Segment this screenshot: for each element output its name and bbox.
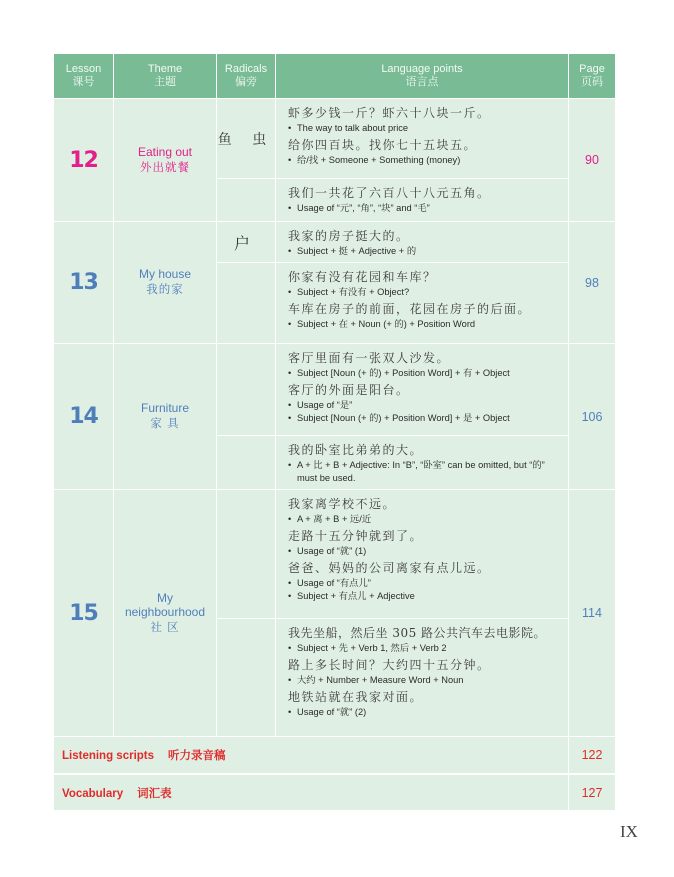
lesson-13-number-cell [54, 222, 113, 343]
grammar-note: • Subject + 挺 + Adjective + 的 [288, 246, 417, 256]
lesson-12-theme-cell[interactable] [114, 99, 216, 221]
header-lesson-zh: 课号 [72, 76, 95, 88]
grammar-note-text: 给/找 + Someone + Something (money) [297, 155, 461, 165]
header-radicals-zh: 偏旁 [235, 76, 257, 88]
lesson-13-points-group-2 [276, 263, 568, 343]
grammar-note: • Usage of “是” [288, 400, 353, 410]
header-lesson-en: Lesson [65, 63, 102, 75]
vocabulary-row[interactable] [54, 775, 568, 810]
grammar-note: • Usage of “有点儿” [288, 578, 371, 588]
lesson-13-theme-cell[interactable] [114, 222, 216, 343]
lesson-number: 13 [69, 270, 98, 295]
grammar-note: • Subject [Noun (+ 的) + Position Word] + 有 + Object [288, 368, 510, 378]
theme-en: Eating out [137, 144, 193, 159]
grammar-note-text: Subject [Noun (+ 的) + Position Word] + 有 + Object [297, 368, 510, 378]
lesson-14-radicals-cell-2 [217, 436, 275, 489]
grammar-note-text: Usage of “元”, “角”, “块” and “毛” [297, 203, 430, 213]
grammar-note: • Subject + 有点儿 + Adjective [288, 591, 415, 601]
lesson-12-radicals-cell-2 [217, 179, 275, 221]
label-zh: 词汇表 [137, 787, 172, 800]
grammar-note-text: Usage of “有点儿” [297, 578, 371, 588]
header-radicals [217, 54, 275, 98]
sentence: 走路十五分钟就到了。 [288, 529, 424, 543]
grammar-note: • Usage of “就” (1) [288, 546, 367, 556]
lesson-number: 14 [69, 404, 98, 429]
sentence: 路上多长时间？大约四十五分钟。 [288, 658, 491, 672]
lesson-12-points-group-2 [276, 179, 568, 221]
header-theme-zh: 主题 [154, 76, 176, 88]
lesson-number: 15 [69, 600, 98, 626]
lesson-15-radicals-cell [217, 490, 275, 618]
theme-en: Furniture [140, 401, 190, 415]
theme-zh: 我的家 [146, 284, 184, 296]
grammar-note: • Subject [Noun (+ 的) + Position Word] + 是 + Object [288, 413, 510, 423]
header-language-points [276, 54, 568, 98]
page-number: 90 [585, 153, 599, 167]
theme-en: My house [138, 267, 192, 281]
lesson-14-radicals-cell [217, 344, 275, 435]
page-number-roman: IX [620, 822, 638, 841]
lesson-number: 12 [69, 147, 98, 173]
lesson-13-radicals-cell [217, 222, 275, 262]
lesson-13-points-group-1 [276, 222, 568, 262]
grammar-note-text: A + 离 + B + 远/近 [297, 514, 372, 524]
sentence: 我家离学校不远。 [288, 497, 397, 511]
lesson-15-page-cell[interactable] [569, 490, 615, 736]
theme-zh: 外出就餐 [140, 161, 190, 174]
grammar-note-text: Subject + 在 + Noun (+ 的) + Position Word [297, 319, 476, 329]
header-radicals-en: Radicals [224, 63, 268, 75]
label-en: Listening scripts [62, 750, 155, 762]
lesson-12-number-cell [54, 99, 113, 221]
theme-en-line-2: neighbourhood [124, 604, 206, 619]
grammar-note: • 给/找 + Someone + Something (money) [288, 155, 461, 165]
sentence: 客厅的外面是阳台。 [288, 383, 410, 397]
lesson-15-points-group-2 [276, 619, 568, 736]
lesson-14-points-group-1 [276, 344, 568, 435]
grammar-note-text: Usage of “是” [297, 400, 353, 410]
page-number: 122 [581, 748, 603, 762]
grammar-note: • The way to talk about price [288, 123, 409, 133]
sentence: 地铁站就在我家对面。 [288, 690, 424, 704]
lesson-15-radicals-cell-2 [217, 619, 275, 736]
lesson-12-points-group-1 [276, 99, 568, 178]
sentence: 给你四百块。找你七十五块五。 [288, 138, 478, 152]
header-theme-en: Theme [147, 63, 183, 75]
lesson-13-page-cell[interactable] [569, 222, 615, 343]
page-number: 98 [585, 275, 599, 290]
grammar-note: • Usage of “元”, “角”, “块” and “毛” [288, 203, 430, 213]
grammar-note-text: Subject + 有没有 + Object? [297, 287, 410, 297]
listening-scripts-page-cell[interactable] [569, 737, 615, 773]
header-language-points-zh: 语言点 [405, 76, 439, 88]
label-zh: 听力录音稿 [168, 750, 226, 762]
sentence: 我家的房子挺大的。 [288, 229, 410, 243]
grammar-note: • Usage of “就” (2) [288, 707, 367, 717]
radicals: 鱼 虫 [217, 132, 275, 148]
sentence: 我先坐船，然后坐 305 路公共汽车去电影院。 [288, 626, 547, 640]
lesson-15-theme-cell[interactable] [114, 490, 216, 736]
sentence: 车库在房子的前面，花园在房子的后面。 [288, 302, 532, 316]
sentence: 爸爸、妈妈的公司离家有点儿远。 [288, 561, 491, 575]
theme-zh: 家 具 [150, 418, 180, 430]
sentence: 虾多少钱一斤？虾六十八块一斤。 [288, 106, 491, 120]
grammar-note: • Subject + 在 + Noun (+ 的) + Position Word [288, 319, 476, 329]
grammar-note: • Subject + 有没有 + Object? [288, 287, 410, 297]
header-theme [114, 54, 216, 98]
vocabulary-page-cell[interactable] [569, 775, 615, 810]
theme-zh: 社 区 [150, 621, 180, 634]
page-number: 106 [581, 409, 603, 424]
lesson-15-number-cell [54, 490, 113, 736]
listening-scripts-label [62, 747, 226, 763]
label-en: Vocabulary [62, 787, 124, 800]
grammar-note-text: Subject + 先 + Verb 1, 然后 + Verb 2 [297, 643, 447, 653]
lesson-14-number-cell [54, 344, 113, 489]
lesson-14-theme-cell[interactable] [114, 344, 216, 489]
grammar-note: • 大约 + Number + Measure Word + Noun [288, 675, 464, 685]
grammar-note-text: 大约 + Number + Measure Word + Noun [297, 675, 464, 685]
lesson-15-points-group-1 [276, 490, 568, 618]
sentence: 你家有没有花园和车库？ [288, 270, 437, 284]
grammar-note-text: Usage of “就” (1) [297, 546, 367, 556]
grammar-note: • A + 比 + B + Adjective: In “B”, “卧室” can be omitted, but “的” [288, 460, 545, 470]
page-number: 114 [582, 606, 602, 620]
sentence: 我的卧室比弟弟的大。 [288, 443, 424, 457]
grammar-note-text: Subject [Noun (+ 的) + Position Word] + 是 + Object [297, 413, 510, 423]
header-page-en: Page [579, 63, 605, 75]
page-number: 127 [581, 785, 603, 800]
grammar-note: • Subject + 先 + Verb 1, 然后 + Verb 2 [288, 643, 447, 653]
grammar-note: • A + 离 + B + 远/近 [288, 514, 372, 524]
radicals: 户 [233, 233, 258, 253]
grammar-note-text: The way to talk about price [297, 123, 409, 133]
sentence: 客厅里面有一张双人沙发。 [288, 351, 451, 365]
listening-scripts-row[interactable] [54, 737, 568, 773]
vocabulary-label [62, 785, 172, 801]
grammar-note-continuation: must be used. [297, 473, 356, 483]
lesson-14-page-cell[interactable] [569, 344, 615, 489]
header-language-points-en: Language points [381, 63, 463, 75]
sentence: 我们一共花了六百八十八元五角。 [288, 186, 491, 200]
grammar-note-text: Usage of “就” (2) [297, 707, 367, 717]
lesson-12-page-cell[interactable] [569, 99, 615, 221]
lesson-14-points-group-2 [276, 436, 568, 489]
theme-en-line-1: My [157, 590, 173, 605]
lesson-12-radicals-cell [217, 99, 275, 178]
header-page-zh: 页码 [581, 76, 603, 88]
grammar-note-text: A + 比 + B + Adjective: In “B”, “卧室” can be omitted, but “的” [297, 460, 545, 470]
header-page [569, 54, 615, 98]
header-lesson [54, 54, 113, 98]
grammar-note-text: Subject + 挺 + Adjective + 的 [297, 246, 417, 256]
grammar-note-text: Subject + 有点儿 + Adjective [297, 591, 415, 601]
lesson-13-radicals-cell-2 [217, 263, 275, 343]
